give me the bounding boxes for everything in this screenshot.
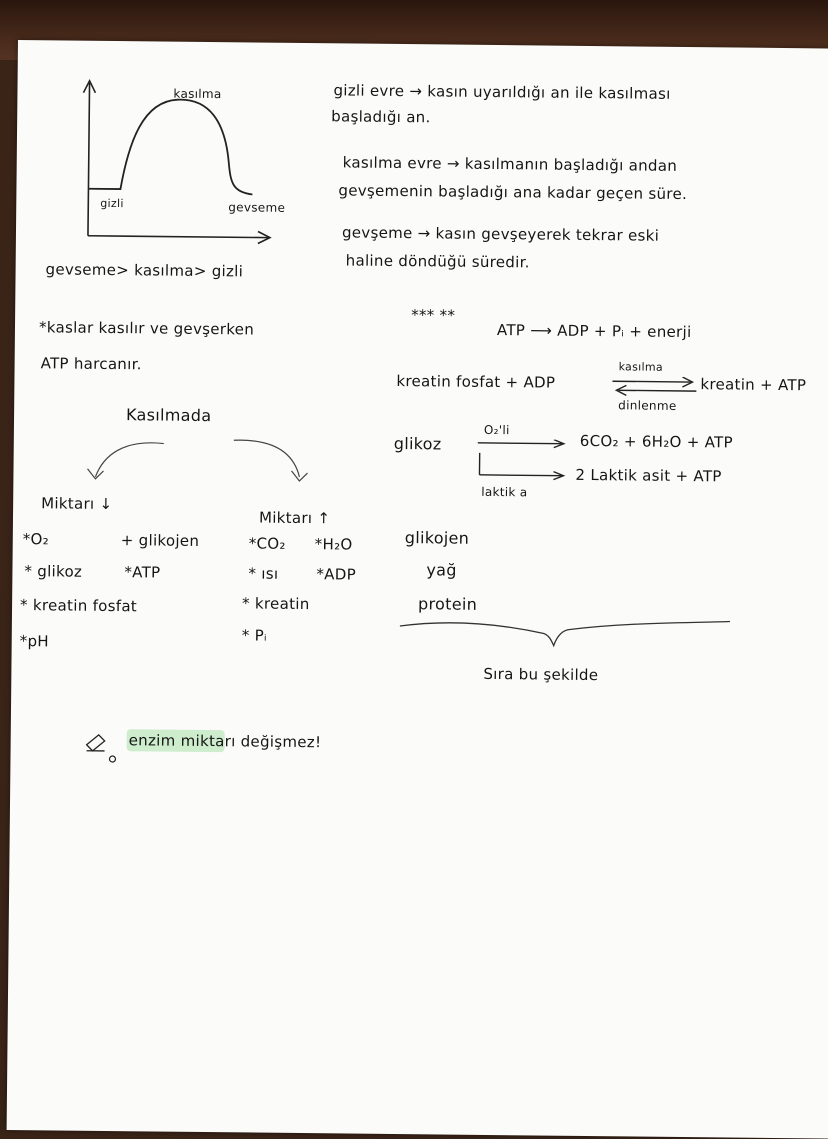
brace <box>396 614 736 658</box>
kasilma-definition-line1: kasılma evre → kasılmanın başladığı andan <box>343 153 678 175</box>
aerobic-products: 6CO₂ + 6H₂O + ATP <box>580 432 733 452</box>
phase-order-line: gevseme> kasılma> gizli <box>46 260 244 280</box>
decrease-item-glikojen: + glikojen <box>121 531 200 550</box>
increase-item-h2o: *H₂O <box>315 535 353 553</box>
glikoz-label: glikoz <box>394 434 442 453</box>
fuel-item-glikojen: glikojen <box>405 528 470 548</box>
kreatin-arrow-top-label: kasılma <box>619 360 663 373</box>
increase-item-co2: *CO₂ <box>249 534 286 552</box>
increase-item-pi: * Pᵢ <box>242 626 267 644</box>
kreatin-reaction-left: kreatin fosfat + ADP <box>396 372 555 392</box>
kreatin-reaction-right: kreatin + ATP <box>700 375 806 394</box>
kreatin-arrow-bottom-label: dinlenme <box>618 398 677 413</box>
graph-left-label: gizli <box>100 197 124 210</box>
decrease-item-glikoz: * glikoz <box>24 562 82 581</box>
decrease-item-o2: *O₂ <box>23 530 49 548</box>
kasilma-definition-line2: gevşemenin başladığı ana kadar geçen süre. <box>338 181 687 203</box>
atp-reaction: ATP ⟶ ADP + Pᵢ + enerji <box>497 321 692 341</box>
notebook-page <box>7 40 828 1139</box>
o2-label: O₂'li <box>484 423 510 437</box>
atp-note-line1: *kaslar kasılır ve gevşerken <box>39 318 254 338</box>
gizli-definition-line2: başladığı an. <box>331 107 431 126</box>
enzyme-note: enzim miktarı değişmez! <box>129 731 322 751</box>
atp-note-line2: ATP harcanır. <box>41 354 142 373</box>
equilibrium-arrows <box>610 376 700 397</box>
pencil-icon <box>80 727 120 767</box>
importance-stars: *** ** <box>411 308 471 323</box>
fuel-order-caption: Sıra bu şekilde <box>483 665 598 684</box>
gevseme-definition-line1: gevşeme → kasın gevşeyerek tekrar eski <box>342 223 659 244</box>
graph-peak-label: kasılma <box>173 87 221 102</box>
kasilmada-title: Kasılmada <box>126 405 211 425</box>
decrease-header: Miktarı ↓ <box>41 494 112 513</box>
kasilmada-arrows <box>73 421 334 494</box>
decrease-item-atp: *ATP <box>124 563 160 581</box>
increase-item-isi: * ısı <box>248 564 278 582</box>
decrease-item-ph: *pH <box>20 632 49 650</box>
gevseme-definition-line2: haline döndüğü süredir. <box>346 251 530 271</box>
decrease-item-kreatin-fosfat: * kreatin fosfat <box>20 596 137 615</box>
fuel-item-yag: yağ <box>426 560 457 579</box>
fuel-item-protein: protein <box>418 594 477 614</box>
graph-right-label: gevseme <box>228 200 285 215</box>
increase-header: Miktarı ↑ <box>259 509 330 528</box>
increase-item-kreatin: * kreatin <box>242 594 310 613</box>
anaerobic-products: 2 Laktik asit + ATP <box>575 466 721 486</box>
increase-item-adp: *ADP <box>316 565 356 583</box>
gizli-definition-line1: gizli evre → kasın uyarıldığı an ile kasılması <box>333 81 670 103</box>
laktik-label: laktik a <box>481 485 527 499</box>
